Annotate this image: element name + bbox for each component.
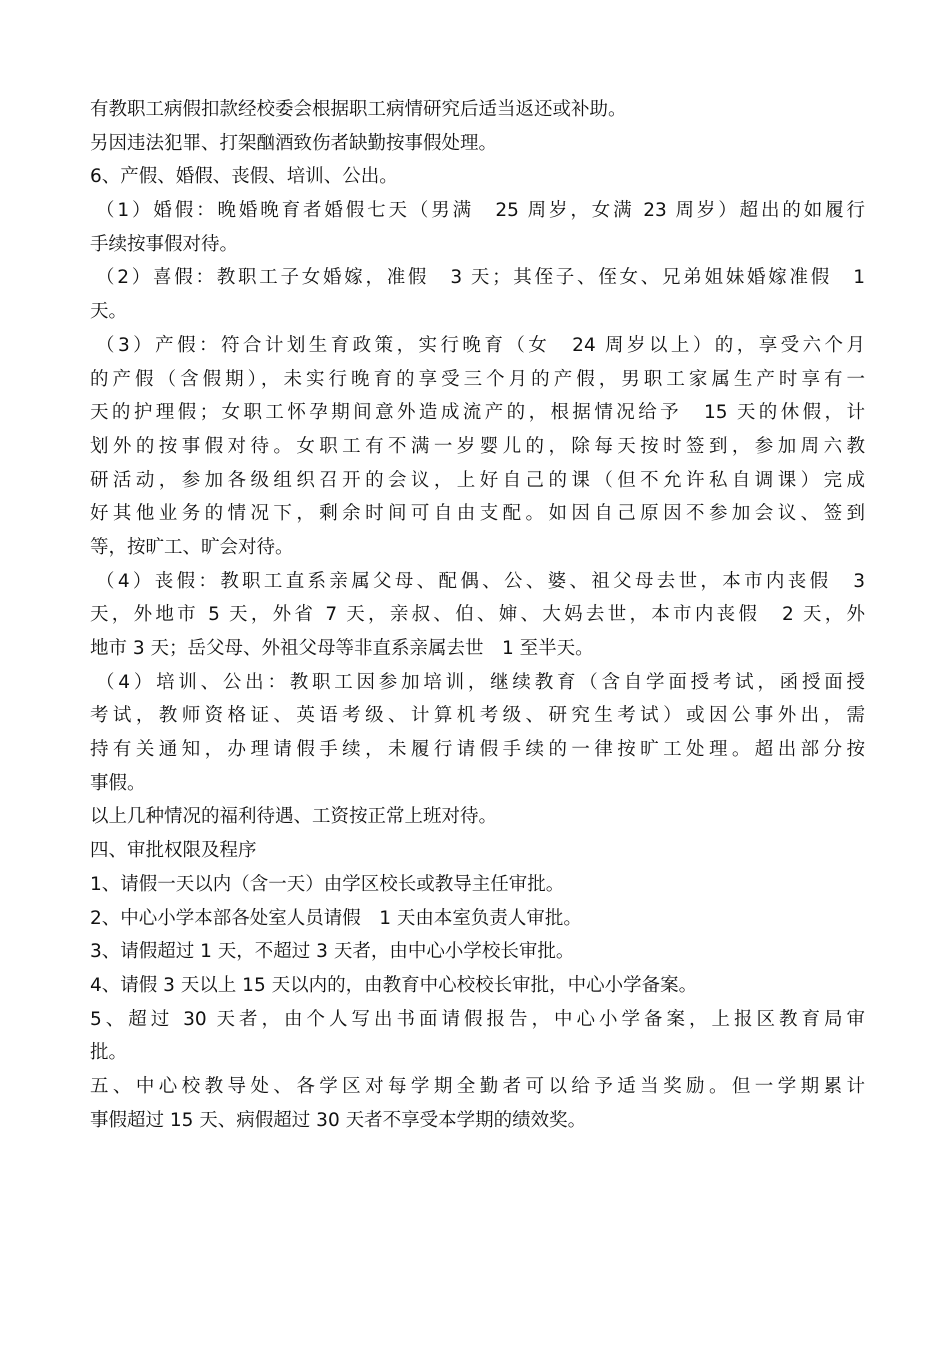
- text-line: 6、产假、婚假、丧假、培训、公出。: [90, 166, 398, 188]
- text-line: 研活动，参加各级组织召开的会议，上好自己的课（但不允许私自调课）完成: [90, 469, 865, 491]
- text-line: 批。: [90, 1042, 128, 1064]
- text-line: 等，按旷工、旷会对待。: [90, 536, 294, 558]
- text-line: 天。: [90, 301, 128, 323]
- text-line: （2）喜假：教职工子女婚嫁，准假 3 天；其侄子、侄女、兄弟姐妹婚嫁准假 1: [96, 267, 865, 289]
- text-line: 3、请假超过 1 天，不超过 3 天者，由中心小学校长审批。: [90, 941, 575, 963]
- text-line: 事假超过 15 天、病假超过 30 天者不享受本学期的绩效奖。: [90, 1109, 587, 1131]
- text-line: 另因违法犯罪、打架酗酒致伤者缺勤按事假处理。: [90, 132, 498, 154]
- text-line: 5、超过 30 天者，由个人写出书面请假报告，中心小学备案，上报区教育局审: [90, 1008, 865, 1030]
- text-line: 天，外地市 5 天，外省 7 天，亲叔、伯、婶、大妈去世，本市内丧假 2 天，外: [90, 604, 865, 626]
- text-line: 事假。: [90, 772, 146, 794]
- text-line: 4、请假 3 天以上 15 天以内的，由教育中心校校长审批，中心小学备案。: [90, 974, 698, 996]
- text-line: 的产假（含假期），未实行晚育的享受三个月的产假，男职工家属生产时享有一: [90, 368, 865, 390]
- text-line: （1）婚假：晚婚晚育者婚假七天（男满 25 周岁，女满 23 周岁）超出的如履行: [96, 200, 865, 222]
- text-line: （3）产假：符合计划生育政策，实行晚育（女 24 周岁以上）的，享受六个月: [96, 334, 865, 356]
- document-body: [90, 93, 865, 1137]
- text-line: 手续按事假对待。: [90, 233, 239, 255]
- text-line: 有教职工病假扣款经校委会根据职工病情研究后适当返还或补助。: [90, 99, 627, 120]
- text-line: （4）培训、公出：教职工因参加培训，继续教育（含自学面授考试，函授面授: [96, 671, 865, 693]
- text-line: 好其他业务的情况下，剩余时间可自由支配。如因自己原因不参加会议、签到: [90, 503, 865, 525]
- text-line: 四、审批权限及程序: [90, 840, 257, 862]
- text-line: 划外的按事假对待。女职工有不满一岁婴儿的，除每天按时签到，参加周六教: [90, 435, 865, 457]
- text-line: （4）丧假：教职工直系亲属父母、配偶、公、婆、祖父母去世，本市内丧假 3: [96, 570, 865, 592]
- text-line: 地市 3 天；岳父母、外祖父母等非直系亲属去世 1 至半天。: [90, 638, 594, 659]
- text-line: 天的护理假；女职工怀孕期间意外造成流产的，根据情况给予 15 天的休假，计: [90, 402, 865, 424]
- text-line: 以上几种情况的福利待遇、工资按正常上班对待。: [90, 806, 498, 828]
- text-line: 五、中心校教导处、各学区对每学期全勤者可以给予适当奖励。但一学期累计: [90, 1075, 865, 1097]
- text-line: 考试，教师资格证、英语考级、计算机考级、研究生考试）或因公事外出，需: [90, 705, 865, 727]
- text-line: 2、中心小学本部各处室人员请假 1 天由本室负责人审批。: [90, 907, 582, 929]
- text-line: 持有关通知，办理请假手续，未履行请假手续的一律按旷工处理。超出部分按: [90, 739, 865, 761]
- text-line: 1、请假一天以内（含一天）由学区校长或教导主任审批。: [90, 873, 565, 895]
